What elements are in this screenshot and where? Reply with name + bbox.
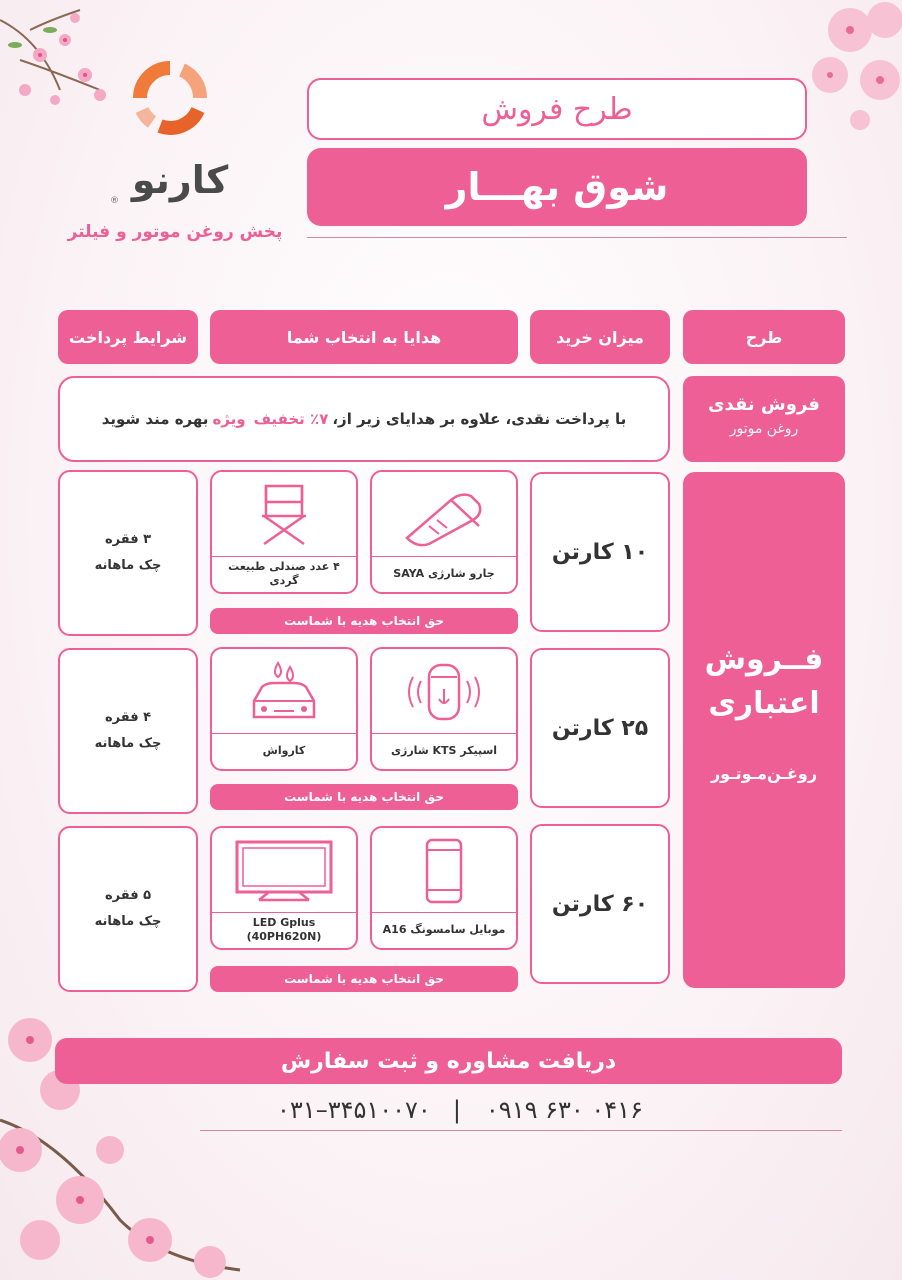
- title-campaign-name: شوق بهـــار: [307, 148, 807, 226]
- order-consultation-banner: دریافت مشاوره و ثبت سفارش: [55, 1038, 842, 1084]
- header-gifts: هدایا به انتخاب شما: [210, 310, 518, 364]
- tier-amount: ۲۵ کارتن: [530, 648, 670, 808]
- payment-type: چک ماهانه: [94, 914, 162, 929]
- car-wash-icon: [244, 659, 324, 725]
- cash-discount: ٪۷ تخفیف: [253, 410, 329, 428]
- gift-choice-note: حق انتخاب هدیه با شماست: [210, 966, 518, 992]
- payment-count: ۳ فقره: [104, 532, 152, 547]
- cash-offer-text-end: بهره مند شوید: [101, 410, 209, 428]
- credit-sale-label: [683, 472, 845, 988]
- gift-card: [370, 647, 518, 771]
- divider: [307, 237, 847, 238]
- tier-amount: ۶۰ کارتن: [530, 824, 670, 984]
- payment-type: چک ماهانه: [94, 736, 162, 751]
- smart-speaker-icon: [399, 659, 489, 725]
- tier-amount: ۱۰ کارتن: [530, 472, 670, 632]
- payment-terms-cell: [58, 648, 198, 814]
- payment-terms-cell: [58, 470, 198, 636]
- handheld-vacuum-icon: [399, 482, 489, 548]
- gift-choice-note: حق انتخاب هدیه با شماست: [210, 608, 518, 634]
- gift-card: [370, 470, 518, 594]
- divider: [200, 1130, 842, 1131]
- phone-landline[interactable]: ۰۳۱–۳۴۵۱۰۰۷۰: [277, 1096, 431, 1124]
- gift-caption: اسپیکر KTS شارژی: [390, 744, 498, 758]
- header-payment-terms: شرایط پرداخت: [58, 310, 198, 364]
- brand-tagline: پخش روغن موتور و فیلتر: [67, 222, 283, 242]
- phone-numbers: [210, 1090, 710, 1130]
- ring-arcs-icon: [120, 48, 220, 148]
- cash-special: ویژه: [212, 410, 246, 428]
- gift-card: [210, 647, 358, 771]
- gift-card: [210, 826, 358, 950]
- registered-mark: ®: [110, 196, 119, 206]
- title-sales-plan: طرح فروش: [307, 78, 807, 140]
- cash-sale-label: [683, 376, 845, 462]
- gift-caption: کارواش: [262, 744, 306, 758]
- payment-terms-cell: [58, 826, 198, 992]
- folding-chair-icon: [254, 482, 314, 548]
- cash-offer-text-start: با پرداخت نقدی، علاوه بر هدایای زیر از،: [332, 410, 627, 428]
- gift-caption: موبایل سامسونگ A16: [382, 923, 506, 937]
- payment-count: ۴ فقره: [104, 710, 152, 725]
- smartphone-icon: [419, 838, 469, 904]
- cash-sale-subtitle: روغن موتور: [729, 421, 799, 437]
- payment-type: چک ماهانه: [94, 558, 162, 573]
- tv-icon: [229, 838, 339, 904]
- cash-sale-title: فروش نقدی: [708, 394, 820, 415]
- gift-card: [370, 826, 518, 950]
- separator: |: [452, 1096, 464, 1124]
- gift-choice-note: حق انتخاب هدیه با شماست: [210, 784, 518, 810]
- gift-caption: جارو شارژی SAYA: [393, 567, 495, 581]
- cherry-blossom-top-left-decoration: [0, 0, 130, 120]
- credit-sale-title-2: اعتباری: [708, 686, 820, 721]
- gift-caption: ۴ عدد صندلی طبیعت گردی: [228, 560, 340, 587]
- credit-sale-subtitle: روغـن‌مـوتـور: [710, 764, 818, 783]
- payment-count: ۵ فقره: [104, 888, 152, 903]
- credit-sale-title-1: فــروش: [704, 642, 824, 677]
- phone-mobile[interactable]: ۰۹۱۹ ۶۳۰ ۰۴۱۶: [485, 1096, 643, 1124]
- header-plan: طرح: [683, 310, 845, 364]
- header-purchase-amount: میزان خرید: [530, 310, 670, 364]
- gift-caption: LED Gplus (40PH620N): [246, 916, 322, 943]
- gift-card: [210, 470, 358, 594]
- brand-name: کارنو: [131, 158, 229, 202]
- cash-offer-box: [58, 376, 670, 462]
